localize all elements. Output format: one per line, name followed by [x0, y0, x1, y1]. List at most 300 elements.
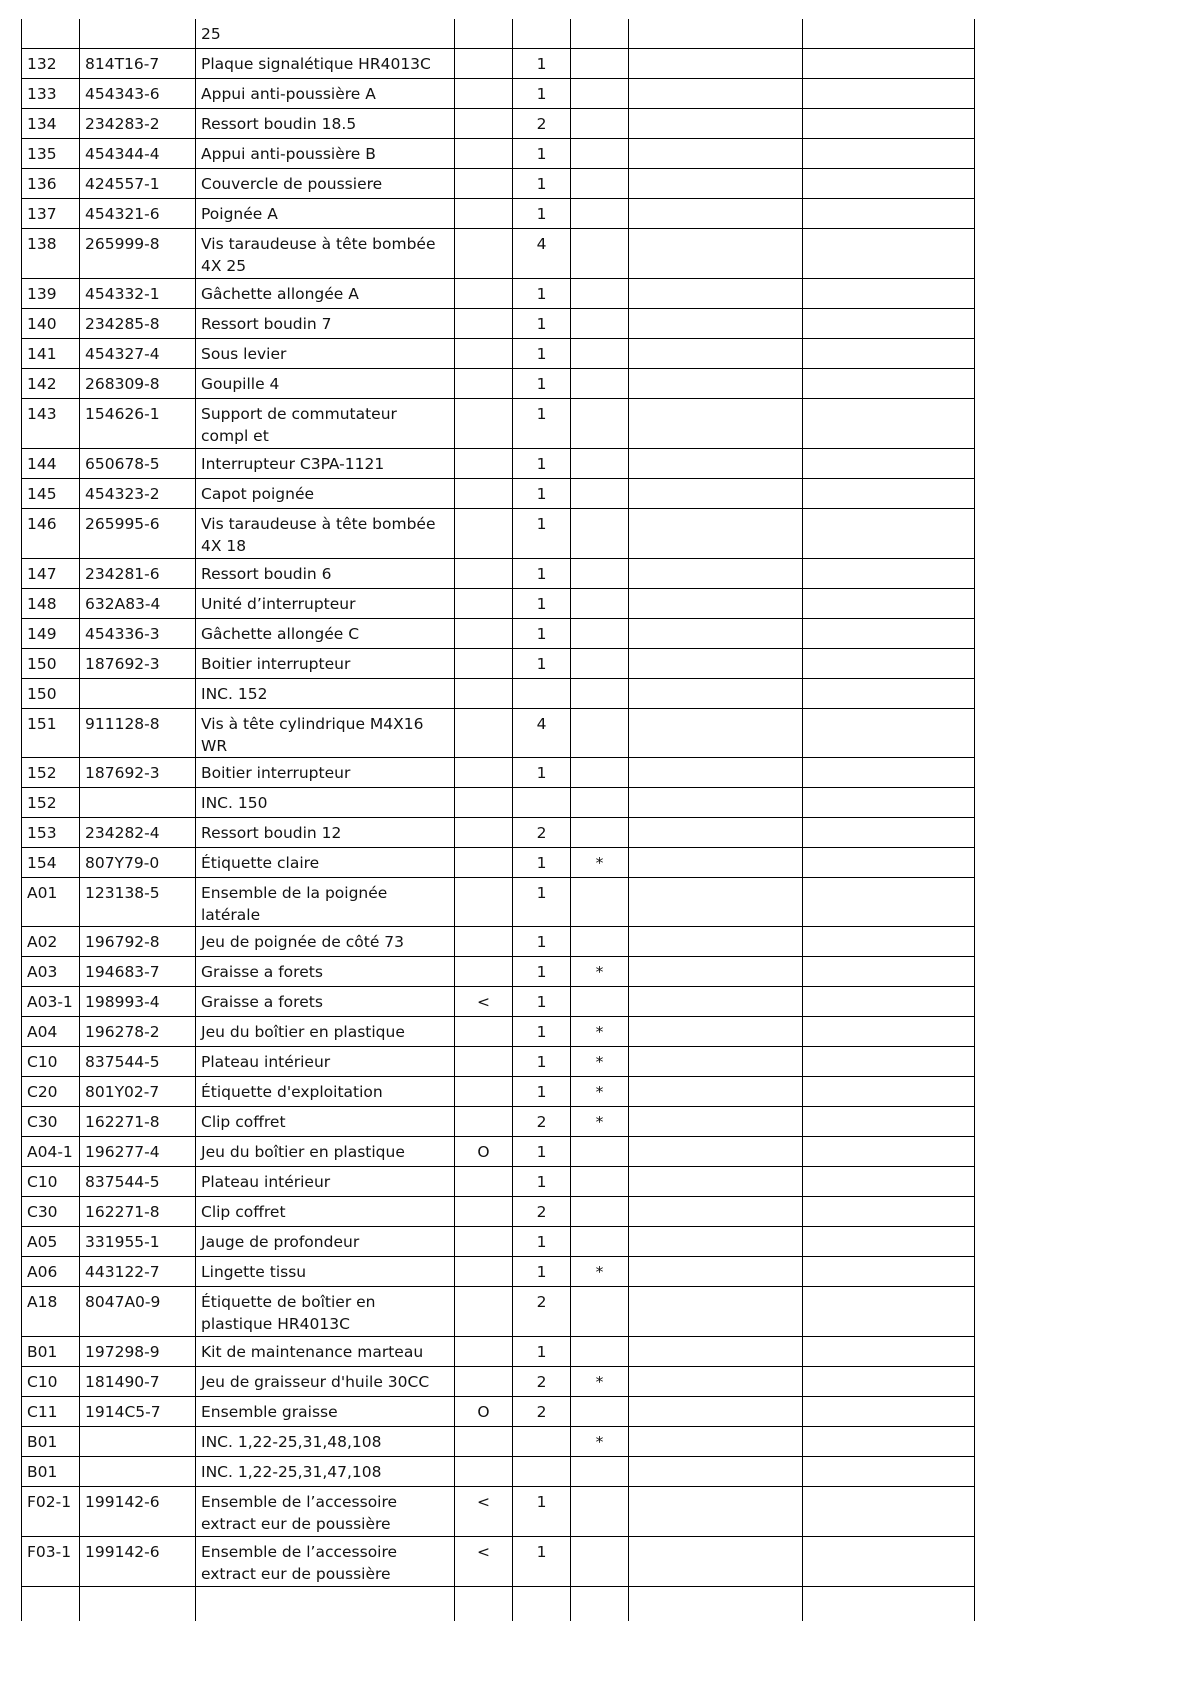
table-row: [22, 1426, 975, 1456]
blank-cell: [803, 198, 975, 228]
part-no-cell: 196792-8: [80, 926, 196, 956]
description-cell: Ensemble de la poignée latérale: [196, 877, 455, 926]
ref-no-cell: 132: [22, 48, 80, 78]
ref-no-cell: A18: [22, 1286, 80, 1336]
table-row: [22, 1196, 975, 1226]
quantity-cell: 1: [513, 926, 571, 956]
blank-cell: [803, 648, 975, 678]
note-cell: [455, 478, 513, 508]
quantity-cell: 4: [513, 228, 571, 278]
quantity-cell: [513, 787, 571, 817]
description-cell: Plateau intérieur: [196, 1166, 455, 1196]
blank-cell: [629, 1396, 803, 1426]
marker-cell: [571, 1536, 629, 1586]
blank-cell: [629, 368, 803, 398]
marker-cell: [571, 338, 629, 368]
description-cell: Gâchette allongée A: [196, 278, 455, 308]
ref-no-cell: 151: [22, 708, 80, 757]
blank-cell: [803, 1536, 975, 1586]
blank-cell: [803, 278, 975, 308]
blank-cell: [803, 986, 975, 1016]
parts-table: [21, 19, 975, 1621]
table-row: [22, 1366, 975, 1396]
part-no-cell: 154626-1: [80, 398, 196, 448]
blank-cell: [629, 508, 803, 558]
description-cell: Plateau intérieur: [196, 1046, 455, 1076]
blank-cell: [803, 757, 975, 787]
quantity-cell: 1: [513, 1256, 571, 1286]
description-cell: Appui anti-poussière B: [196, 138, 455, 168]
note-cell: <: [455, 1536, 513, 1586]
part-no-cell: 194683-7: [80, 956, 196, 986]
description-cell: Étiquette claire: [196, 847, 455, 877]
blank-cell: [629, 1196, 803, 1226]
marker-cell: [571, 448, 629, 478]
blank-cell: [803, 1016, 975, 1046]
description-cell: Unité d’interrupteur: [196, 588, 455, 618]
blank-cell: [803, 1046, 975, 1076]
table-row: [22, 1166, 975, 1196]
ref-no-cell: 140: [22, 308, 80, 338]
blank-cell: [629, 1076, 803, 1106]
note-cell: [455, 1106, 513, 1136]
note-cell: [455, 618, 513, 648]
blank-cell: [629, 1536, 803, 1586]
blank-cell: [803, 448, 975, 478]
description-cell: INC. 152: [196, 678, 455, 708]
quantity-cell: 1: [513, 448, 571, 478]
blank-cell: [629, 787, 803, 817]
marker-cell: [571, 926, 629, 956]
ref-no-cell: C11: [22, 1396, 80, 1426]
note-cell: [455, 228, 513, 278]
part-no-cell: 196277-4: [80, 1136, 196, 1166]
blank-cell: [629, 78, 803, 108]
description-cell: Ensemble de l’accessoire extract eur de poussière: [196, 1486, 455, 1536]
blank-cell: [629, 926, 803, 956]
description-cell: Lingette tissu: [196, 1256, 455, 1286]
table-row: [22, 588, 975, 618]
quantity-cell: 1: [513, 986, 571, 1016]
part-no-cell: 807Y79-0: [80, 847, 196, 877]
marker-cell: [571, 1396, 629, 1426]
quantity-cell: 1: [513, 338, 571, 368]
note-cell: [455, 1076, 513, 1106]
blank-cell: [803, 168, 975, 198]
blank-cell: [803, 78, 975, 108]
table-row: [22, 108, 975, 138]
note-cell: O: [455, 1396, 513, 1426]
description-cell: Ensemble de l’accessoire extract eur de poussière: [196, 1536, 455, 1586]
description-cell: Appui anti-poussière A: [196, 78, 455, 108]
blank-cell: [629, 1586, 803, 1621]
part-no-cell: 234282-4: [80, 817, 196, 847]
quantity-cell: 1: [513, 877, 571, 926]
description-cell: Capot poignée: [196, 478, 455, 508]
quantity-cell: 1: [513, 847, 571, 877]
marker-cell: [571, 708, 629, 757]
quantity-cell: 1: [513, 398, 571, 448]
blank-cell: [803, 1586, 975, 1621]
blank-cell: [629, 1136, 803, 1166]
marker-cell: [571, 478, 629, 508]
quantity-cell: 1: [513, 558, 571, 588]
description-cell: Poignée A: [196, 198, 455, 228]
note-cell: [455, 678, 513, 708]
part-no-cell: 454323-2: [80, 478, 196, 508]
quantity-cell: 1: [513, 1336, 571, 1366]
note-cell: [455, 368, 513, 398]
description-cell: Clip coffret: [196, 1106, 455, 1136]
blank-cell: [629, 308, 803, 338]
note-cell: [455, 398, 513, 448]
quantity-cell: 1: [513, 588, 571, 618]
blank-cell: [629, 1256, 803, 1286]
quantity-cell: 2: [513, 1196, 571, 1226]
note-cell: [455, 956, 513, 986]
note-cell: [455, 1166, 513, 1196]
note-cell: <: [455, 986, 513, 1016]
part-no-cell: 837544-5: [80, 1046, 196, 1076]
marker-cell: *: [571, 1366, 629, 1396]
note-cell: [455, 19, 513, 48]
marker-cell: [571, 1336, 629, 1366]
blank-cell: [629, 847, 803, 877]
blank-cell: [629, 338, 803, 368]
part-no-cell: 443122-7: [80, 1256, 196, 1286]
blank-cell: [803, 558, 975, 588]
blank-cell: [803, 1196, 975, 1226]
table-row: [22, 308, 975, 338]
note-cell: [455, 138, 513, 168]
marker-cell: [571, 1166, 629, 1196]
quantity-cell: [513, 19, 571, 48]
part-no-cell: 454343-6: [80, 78, 196, 108]
blank-cell: [803, 338, 975, 368]
quantity-cell: 1: [513, 508, 571, 558]
marker-cell: [571, 228, 629, 278]
description-cell: Étiquette d'exploitation: [196, 1076, 455, 1106]
note-cell: [455, 278, 513, 308]
description-cell: Graisse a forets: [196, 956, 455, 986]
quantity-cell: 1: [513, 478, 571, 508]
description-cell: Boitier interrupteur: [196, 648, 455, 678]
ref-no-cell: 144: [22, 448, 80, 478]
ref-no-cell: C10: [22, 1046, 80, 1076]
blank-cell: [803, 1366, 975, 1396]
description-cell: Vis taraudeuse à tête bombée 4X 25: [196, 228, 455, 278]
ref-no-cell: 147: [22, 558, 80, 588]
blank-cell: [629, 108, 803, 138]
part-no-cell: 801Y02-7: [80, 1076, 196, 1106]
blank-cell: [803, 1136, 975, 1166]
note-cell: [455, 757, 513, 787]
table-row: [22, 1256, 975, 1286]
quantity-cell: 1: [513, 48, 571, 78]
marker-cell: [571, 48, 629, 78]
quantity-cell: 1: [513, 757, 571, 787]
marker-cell: *: [571, 956, 629, 986]
table-row: [22, 1336, 975, 1366]
table-row: [22, 847, 975, 877]
marker-cell: [571, 138, 629, 168]
quantity-cell: 1: [513, 648, 571, 678]
ref-no-cell: 136: [22, 168, 80, 198]
part-no-cell: 632A83-4: [80, 588, 196, 618]
blank-cell: [629, 1456, 803, 1486]
ref-no-cell: C30: [22, 1106, 80, 1136]
ref-no-cell: 146: [22, 508, 80, 558]
blank-cell: [629, 618, 803, 648]
note-cell: [455, 926, 513, 956]
note-cell: <: [455, 1486, 513, 1536]
blank-cell: [803, 228, 975, 278]
part-no-cell: 814T16-7: [80, 48, 196, 78]
description-cell: Ressort boudin 6: [196, 558, 455, 588]
note-cell: [455, 1196, 513, 1226]
part-no-cell: 181490-7: [80, 1366, 196, 1396]
ref-no-cell: 139: [22, 278, 80, 308]
quantity-cell: 1: [513, 956, 571, 986]
blank-cell: [629, 478, 803, 508]
blank-cell: [803, 588, 975, 618]
blank-cell: [629, 19, 803, 48]
table-row: [22, 708, 975, 757]
part-no-cell: [80, 678, 196, 708]
table-row: [22, 817, 975, 847]
ref-no-cell: A05: [22, 1226, 80, 1256]
description-cell: [196, 1586, 455, 1621]
note-cell: [455, 48, 513, 78]
ref-no-cell: F02-1: [22, 1486, 80, 1536]
ref-no-cell: C30: [22, 1196, 80, 1226]
ref-no-cell: F03-1: [22, 1536, 80, 1586]
blank-cell: [629, 1166, 803, 1196]
marker-cell: [571, 78, 629, 108]
table-row: [22, 78, 975, 108]
blank-cell: [803, 708, 975, 757]
ref-no-cell: 150: [22, 648, 80, 678]
blank-cell: [629, 1426, 803, 1456]
table-row: [22, 1286, 975, 1336]
quantity-cell: 1: [513, 1016, 571, 1046]
marker-cell: *: [571, 847, 629, 877]
blank-cell: [629, 228, 803, 278]
ref-no-cell: C10: [22, 1166, 80, 1196]
table-row: [22, 926, 975, 956]
blank-cell: [629, 48, 803, 78]
ref-no-cell: 142: [22, 368, 80, 398]
ref-no-cell: 135: [22, 138, 80, 168]
blank-cell: [803, 1336, 975, 1366]
description-cell: Ressort boudin 12: [196, 817, 455, 847]
blank-cell: [629, 1226, 803, 1256]
quantity-cell: 1: [513, 1226, 571, 1256]
part-no-cell: 199142-6: [80, 1486, 196, 1536]
marker-cell: [571, 1456, 629, 1486]
description-cell: Jeu de poignée de côté 73: [196, 926, 455, 956]
note-cell: [455, 1286, 513, 1336]
quantity-cell: 1: [513, 198, 571, 228]
blank-cell: [803, 1256, 975, 1286]
part-no-cell: 265995-6: [80, 508, 196, 558]
blank-cell: [629, 708, 803, 757]
quantity-cell: 1: [513, 1166, 571, 1196]
marker-cell: [571, 1226, 629, 1256]
table-row: [22, 278, 975, 308]
part-no-cell: 454321-6: [80, 198, 196, 228]
part-no-cell: 162271-8: [80, 1106, 196, 1136]
blank-cell: [629, 678, 803, 708]
note-cell: [455, 108, 513, 138]
blank-cell: [803, 817, 975, 847]
table-row: [22, 1046, 975, 1076]
quantity-cell: 2: [513, 1286, 571, 1336]
table-row: [22, 1016, 975, 1046]
blank-cell: [629, 1286, 803, 1336]
ref-no-cell: 148: [22, 588, 80, 618]
marker-cell: *: [571, 1106, 629, 1136]
ref-no-cell: B01: [22, 1456, 80, 1486]
marker-cell: [571, 1486, 629, 1536]
part-no-cell: 331955-1: [80, 1226, 196, 1256]
marker-cell: [571, 1586, 629, 1621]
ref-no-cell: A03: [22, 956, 80, 986]
blank-cell: [803, 138, 975, 168]
part-no-cell: 911128-8: [80, 708, 196, 757]
blank-cell: [629, 398, 803, 448]
part-no-cell: 199142-6: [80, 1536, 196, 1586]
blank-cell: [629, 1486, 803, 1536]
marker-cell: [571, 618, 629, 648]
ref-no-cell: A06: [22, 1256, 80, 1286]
blank-cell: [803, 478, 975, 508]
description-cell: Ressort boudin 18.5: [196, 108, 455, 138]
part-no-cell: [80, 1456, 196, 1486]
note-cell: [455, 508, 513, 558]
table-row: [22, 1536, 975, 1586]
description-cell: Étiquette de boîtier en plastique HR4013C: [196, 1286, 455, 1336]
marker-cell: *: [571, 1426, 629, 1456]
table-row: [22, 678, 975, 708]
ref-no-cell: 153: [22, 817, 80, 847]
ref-no-cell: 133: [22, 78, 80, 108]
blank-cell: [629, 278, 803, 308]
marker-cell: [571, 508, 629, 558]
blank-cell: [803, 108, 975, 138]
blank-cell: [629, 138, 803, 168]
note-cell: [455, 198, 513, 228]
note-cell: [455, 708, 513, 757]
ref-no-cell: [22, 1586, 80, 1621]
marker-cell: [571, 398, 629, 448]
part-no-cell: [80, 1586, 196, 1621]
quantity-cell: [513, 1456, 571, 1486]
parts-table-body: [22, 19, 975, 1621]
blank-cell: [803, 926, 975, 956]
blank-cell: [629, 1366, 803, 1396]
table-row: [22, 1396, 975, 1426]
note-cell: [455, 588, 513, 618]
marker-cell: [571, 648, 629, 678]
blank-cell: [803, 1226, 975, 1256]
table-row: [22, 757, 975, 787]
note-cell: [455, 877, 513, 926]
ref-no-cell: A01: [22, 877, 80, 926]
blank-cell: [629, 588, 803, 618]
ref-no-cell: 150: [22, 678, 80, 708]
description-cell: Ressort boudin 7: [196, 308, 455, 338]
blank-cell: [803, 19, 975, 48]
marker-cell: [571, 308, 629, 338]
blank-cell: [803, 787, 975, 817]
part-no-cell: [80, 787, 196, 817]
description-cell: Clip coffret: [196, 1196, 455, 1226]
table-row: [22, 448, 975, 478]
marker-cell: [571, 558, 629, 588]
description-cell: INC. 150: [196, 787, 455, 817]
blank-cell: [629, 877, 803, 926]
note-cell: [455, 1226, 513, 1256]
quantity-cell: 2: [513, 1366, 571, 1396]
quantity-cell: 1: [513, 138, 571, 168]
ref-no-cell: B01: [22, 1426, 80, 1456]
part-no-cell: 268309-8: [80, 368, 196, 398]
description-cell: Jeu du boîtier en plastique: [196, 1016, 455, 1046]
marker-cell: [571, 1196, 629, 1226]
ref-no-cell: C10: [22, 1366, 80, 1396]
quantity-cell: 1: [513, 1486, 571, 1536]
quantity-cell: 2: [513, 1396, 571, 1426]
quantity-cell: [513, 1586, 571, 1621]
quantity-cell: 1: [513, 278, 571, 308]
note-cell: O: [455, 1136, 513, 1166]
table-row: [22, 1226, 975, 1256]
description-cell: Kit de maintenance marteau: [196, 1336, 455, 1366]
marker-cell: *: [571, 1076, 629, 1106]
table-row: [22, 1136, 975, 1166]
description-cell: INC. 1,22-25,31,48,108: [196, 1426, 455, 1456]
marker-cell: [571, 787, 629, 817]
blank-cell: [629, 1046, 803, 1076]
part-no-cell: 837544-5: [80, 1166, 196, 1196]
marker-cell: [571, 278, 629, 308]
description-cell: Jeu de graisseur d'huile 30CC: [196, 1366, 455, 1396]
table-row: [22, 956, 975, 986]
note-cell: [455, 1016, 513, 1046]
part-no-cell: [80, 1426, 196, 1456]
blank-cell: [629, 1336, 803, 1366]
description-cell: Support de commutateur compl et: [196, 398, 455, 448]
ref-no-cell: 145: [22, 478, 80, 508]
marker-cell: [571, 678, 629, 708]
note-cell: [455, 847, 513, 877]
table-row: [22, 228, 975, 278]
description-cell: Vis taraudeuse à tête bombée 4X 18: [196, 508, 455, 558]
table-row: [22, 19, 975, 48]
table-row: [22, 1586, 975, 1621]
quantity-cell: 1: [513, 1536, 571, 1586]
table-row: [22, 508, 975, 558]
blank-cell: [803, 956, 975, 986]
table-row: [22, 1456, 975, 1486]
ref-no-cell: 138: [22, 228, 80, 278]
table-row: [22, 398, 975, 448]
table-row: [22, 648, 975, 678]
description-cell: Couvercle de poussiere: [196, 168, 455, 198]
note-cell: [455, 78, 513, 108]
part-no-cell: 234285-8: [80, 308, 196, 338]
